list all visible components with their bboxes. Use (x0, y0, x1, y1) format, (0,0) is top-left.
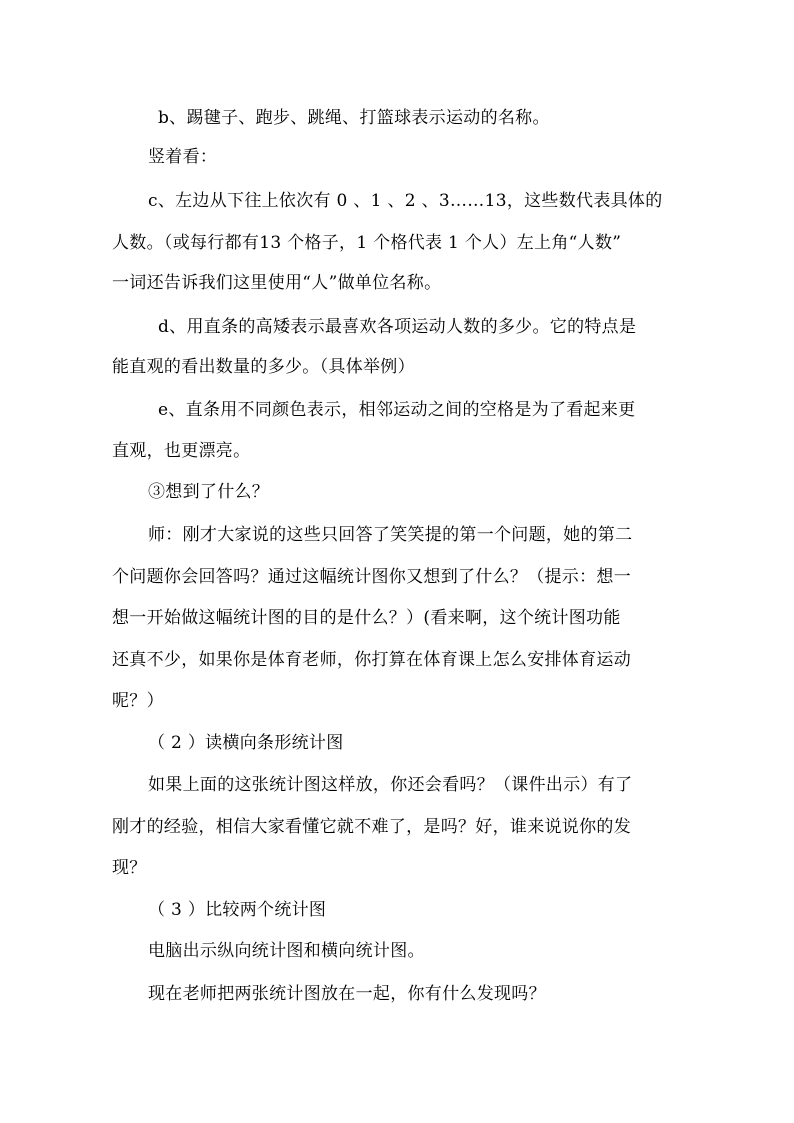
teacher-paragraph-line-3: 想一开始做这幅统计图的目的是什么？）(看来啊，这个统计图功能 (112, 608, 621, 628)
section-2-heading: （ 2 ）读横向条形统计图 (148, 733, 344, 753)
section-3-paragraph-line-2: 现在老师把两张统计图放在一起，你有什么发现吗？ (148, 984, 546, 1004)
teacher-paragraph-line-5: 呢？） (112, 691, 164, 711)
teacher-paragraph-line-2: 个问题你会回答吗？通过这幅统计图你又想到了什么？（提示：想一 (112, 567, 631, 587)
thought-heading: ③想到了什么？ (148, 482, 270, 502)
paragraph-c-line-2: 人数。（或每行都有13 个格子，1 个格代表 1 个人）左上角“人数” (112, 233, 622, 253)
paragraph-d-line-1: d、用直条的高矮表示最喜欢各项运动人数的多少。它的特点是 (158, 317, 637, 337)
section-2-paragraph-line-1: 如果上面的这张统计图这样放，你还会看吗？（课件出示）有了 (148, 775, 633, 795)
paragraph-b-line-1: b、踢毽子、跑步、跳绳、打篮球表示运动的名称。 (158, 108, 550, 128)
vertical-view-heading: 竖着看： (148, 147, 218, 167)
section-3-paragraph-line-1: 电脑出示纵向统计图和横向统计图。 (148, 941, 425, 961)
paragraph-d-line-2: 能直观的看出数量的多少。（具体举例） (112, 357, 415, 377)
paragraph-e-line-2: 直观，也更漂亮。 (112, 441, 251, 461)
section-2-paragraph-line-3: 现？ (112, 858, 147, 878)
paragraph-c-line-1: c、左边从下往上依次有 0 、1 、2 、3……13，这些数代表具体的 (148, 191, 663, 211)
section-2-paragraph-line-2: 刚才的经验，相信大家看懂它就不难了，是吗？好，谁来说说你的发 (112, 817, 631, 837)
section-3-heading: （ 3 ）比较两个统计图 (148, 900, 327, 920)
paragraph-e-line-1: e、直条用不同颜色表示，相邻运动之间的空格是为了看起来更 (158, 400, 636, 420)
teacher-paragraph-line-4: 还真不少，如果你是体育老师，你打算在体育课上怎么安排体育运动 (112, 650, 631, 670)
paragraph-c-line-3: 一词还告诉我们这里使用“人”做单位名称。 (112, 273, 442, 293)
teacher-paragraph-line-1: 师：刚才大家说的这些只回答了笑笑提的第一个问题，她的第二 (148, 525, 633, 545)
